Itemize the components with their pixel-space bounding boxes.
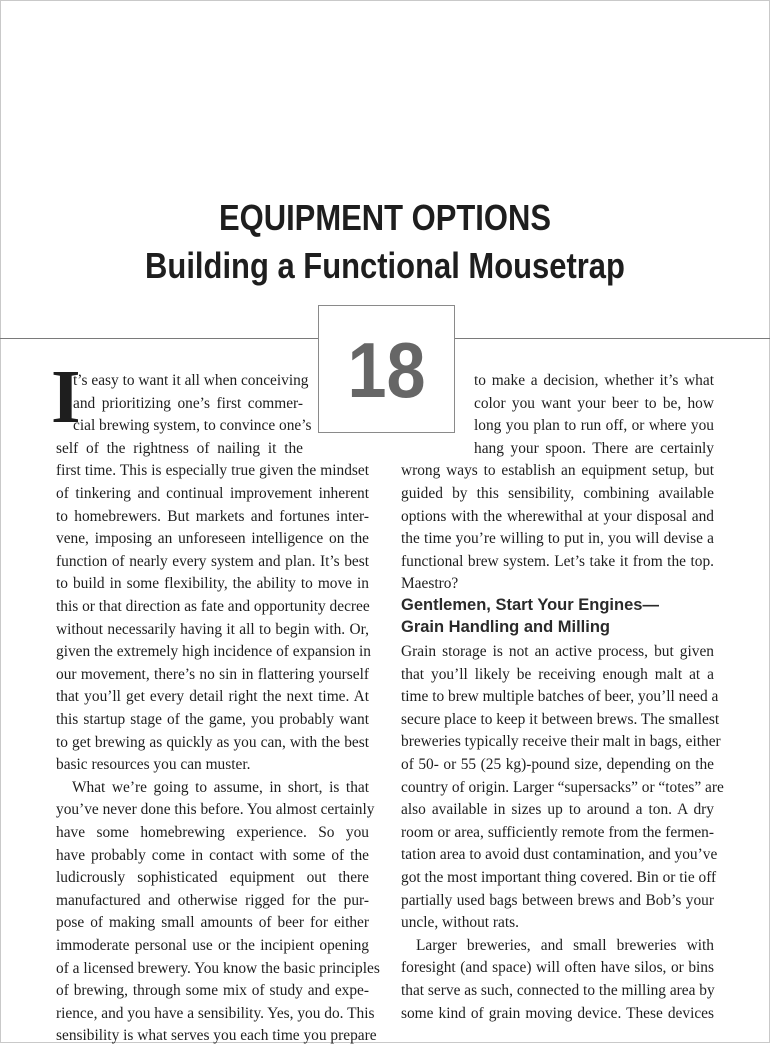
text-line: wrong ways to establish an equipment setup, but — [401, 462, 714, 480]
text-line: secure place to keep it between brews. The smallest — [401, 710, 720, 728]
text-line: Larger breweries, and small breweries with — [416, 936, 714, 954]
text-line: self of the rightness of nailing it the — [56, 439, 303, 457]
section-heading-line-2: Grain Handling and Milling — [401, 618, 610, 636]
text-line: hang your spoon. There are certainly — [474, 439, 714, 457]
text-line: basic resources you can muster. — [56, 756, 251, 774]
text-line: Maestro? — [401, 575, 459, 593]
text-line: sensibility is what serves you each time you prepare — [56, 1027, 377, 1045]
section-heading-line-1: Gentlemen, Start Your Engines— — [401, 596, 659, 614]
text-line: What we’re going to assume, in short, is that — [72, 778, 369, 796]
text-line: options with the wherewithal at your disposal and — [401, 507, 714, 525]
text-line: foresight (and space) will often have silos, or bins — [401, 959, 714, 977]
text-line: function of nearly every system and plan. It’s best — [56, 552, 369, 570]
chapter-number: 18 — [347, 326, 426, 414]
text-line: without necessarily having it all to begin with. Or, — [56, 620, 369, 638]
text-line: that you’ll likely be receiving enough malt at a — [401, 665, 714, 683]
text-line: our movement, there’s no sin in flattering yourself — [56, 665, 369, 683]
text-line: also available in sizes up to around a ton. A dry — [401, 801, 714, 819]
text-line: that you’ll get every detail right the next time. At — [56, 688, 369, 706]
text-line: first time. This is especially true given the mindset — [56, 462, 369, 480]
text-line: room or area, sufficiently remote from the fermen- — [401, 823, 714, 841]
drop-cap: I — [51, 355, 81, 439]
text-line: guided by this sensibility, combining available — [401, 485, 714, 502]
text-line: to get brewing as quickly as you can, with the best — [56, 733, 369, 751]
chapter-title: EQUIPMENT OPTIONS — [218, 197, 551, 238]
text-line: given the extremely high incidence of expansion in — [56, 643, 371, 661]
text-line: to homebrewers. But markets and fortunes inter- — [56, 507, 369, 525]
text-line: cial brewing system, to convince one’s — [73, 417, 312, 435]
text-line: partially used bags between brews and Bob’s your — [401, 891, 714, 909]
text-line: the time you’re willing to put in, you will devise a — [401, 530, 714, 548]
text-line: some kind of grain moving device. These devices — [401, 1004, 714, 1022]
text-line: time to brew multiple batches of beer, you’ll need a — [401, 688, 719, 706]
text-line: Grain storage is not an active process, but given — [401, 643, 714, 660]
text-line: t’s easy to want it all when conceiving — [73, 372, 309, 389]
text-line: of 50- or 55 (25 kg)-pound size, depending on the — [401, 756, 714, 773]
text-line: of a licensed brewery. You know the basic principles — [56, 959, 380, 977]
text-line: of tinkering and continual improvement inherent — [56, 485, 369, 502]
text-line: tation area to avoid dust contamination, and you’ve — [401, 846, 718, 864]
text-line: vene, imposing an unforeseen intelligence on the — [56, 530, 369, 548]
text-line: color you want your beer to be, how — [474, 394, 714, 412]
text-line: this startup stage of the game, you probably want — [56, 711, 369, 728]
text-line: pose of making small amounts of beer for either — [56, 914, 369, 932]
text-line: and prioritizing one’s first commer- — [73, 394, 303, 412]
text-line: country of origin. Larger “supersacks” or “totes” are — [401, 778, 724, 796]
text-line: breweries typically receive their malt in bags, either — [401, 733, 721, 751]
text-line: have probably come in contact with some of the — [56, 846, 369, 864]
text-line: that serve as such, connected to the milling area by — [401, 982, 715, 999]
text-line: this or that direction as fate and opportunity decree — [56, 598, 370, 615]
chapter-subtitle: Building a Functional Mousetrap — [145, 245, 625, 286]
text-line: long you plan to run off, or where you — [474, 417, 714, 435]
text-line: rience, and you have a sensibility. Yes, you do. This — [56, 1004, 375, 1022]
text-line: to make a decision, whether it’s what — [474, 372, 714, 389]
text-line: of brewing, through some mix of study and expe- — [56, 982, 369, 1000]
text-line: functional brew system. Let’s take it from the top. — [401, 552, 714, 570]
text-line: to build in some flexibility, the ability to move in — [56, 575, 369, 593]
text-line: got the most important thing covered. Bin or tie off — [401, 869, 717, 886]
text-line: ludicrously sophisticated equipment out there — [56, 869, 369, 887]
text-line: immoderate personal use or the incipient opening — [56, 937, 369, 954]
text-line: manufactured and otherwise rigged for the pur- — [56, 891, 369, 909]
chapter-number-box — [318, 305, 455, 433]
text-line: have some homebrewing experience. So you — [56, 824, 369, 841]
text-line: you’ve never done this before. You almost certainly — [56, 801, 375, 819]
text-line: uncle, without rats. — [401, 914, 519, 932]
